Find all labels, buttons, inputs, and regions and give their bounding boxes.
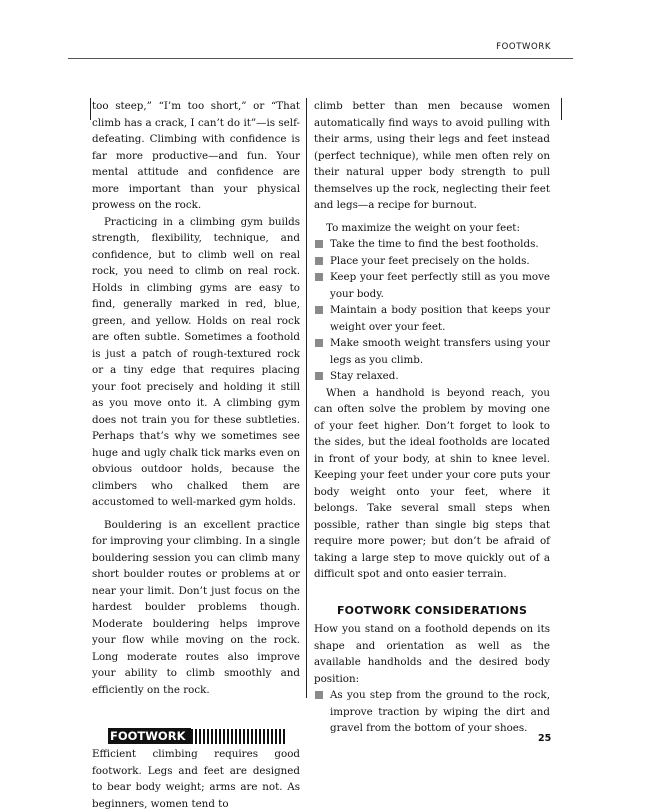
paragraph: Practicing in a climbing gym builds strength, flexibility, technique, and confidence, but to climb well on real rock, you need to climb on real rock. Holds in climbing gyms are easy to find, generally marked in red, blue, green, and yellow. Holds on real rock are often subtle. Sometimes a foothold is just a patch of rough-textured rock or a tiny edge that requires placing your foot precisely and holding it still as you move onto it. A climbing gym does not train you for these subtleties. Perhaps that’s why we sometimes see huge and ugly chalk tick marks even on obvious outdoor holds, because the climbers who chalked them are accustomed to well-marked gym holds.: [92, 215, 300, 508]
list-item: Maintain a body position that keeps your weight over your feet.: [314, 302, 550, 335]
subsection-heading: FOOTWORK CONSIDERATIONS: [336, 603, 528, 617]
paragraph: Bouldering is an excellent practice for improving your climbing. In a single bouldering session you can climb many short boulder routes or problems at or near your limit. Don’t just focus on the hardest boulder problems though. Moderate bouldering helps improve your flow while moving on the rock. Long moderate routes also improve your ability to climb smoothly and efficiently on the rock.: [92, 518, 300, 696]
paragraph: When a handhold is beyond reach, you can often solve the problem by moving one of your feet higher. Don’t forget to look to the sides, but the ideal footholds are located in front of your body, at shin to knee level. Keeping your feet under your core puts your body weight onto your feet, where it belongs. Take several small steps when possible, rather than single big steps that require more power; but don’t be afraid of taking a large step to move quickly out of a difficult spot and onto easier terrain.: [314, 386, 550, 580]
paragraph: To maximize the weight on your feet:: [326, 221, 520, 234]
square-bullet-icon: [315, 306, 323, 314]
square-bullet-icon: [315, 339, 323, 347]
running-head: FOOTWORK: [496, 42, 551, 52]
section-heading: [92, 728, 300, 744]
paragraph: Efficient climbing requires good footwork. Legs and feet are designed to bear body weight; arms are not. As beginners, women tend to: [92, 748, 300, 810]
bullet-list: [314, 236, 550, 385]
paragraph: too steep,” “I’m too short,” or “That climb has a crack, I can’t do it”—is self-defeating. Climbing with confidence is far more productive—and fun. Your mental attitude and confidence are more important than your physical prowess on the rock.: [92, 100, 300, 211]
left-column: [92, 98, 300, 812]
paragraph: How you stand on a foothold depends on its shape and orientation as well as the available handholds and the desired body position:: [314, 623, 550, 685]
header-rule: [68, 58, 573, 59]
list-item: As you step from the ground to the rock, improve traction by wiping the dirt and gravel from the bottom of your shoes.: [314, 687, 550, 737]
list-item: Stay relaxed.: [314, 368, 550, 385]
column-divider-rule: [306, 98, 307, 698]
bullet-list: [314, 687, 550, 737]
left-margin-rule: [90, 98, 91, 120]
right-column: [314, 98, 550, 737]
square-bullet-icon: [315, 372, 323, 380]
list-item: Take the time to find the best footholds.: [314, 236, 550, 253]
heading-stripe-decoration: [191, 729, 287, 744]
list-item: Place your feet precisely on the holds.: [314, 253, 550, 270]
square-bullet-icon: [315, 240, 323, 248]
square-bullet-icon: [315, 691, 323, 699]
list-item: Make smooth weight transfers using your legs as you climb.: [314, 335, 550, 368]
square-bullet-icon: [315, 273, 323, 281]
list-item: Keep your feet perfectly still as you move your body.: [314, 269, 550, 302]
page-number: 25: [538, 733, 552, 744]
section-heading-label: FOOTWORK: [108, 728, 191, 744]
paragraph: climb better than men because women automatically find ways to avoid pulling with their arms, using their legs and feet instead (perfect technique), while men often rely on their natural upper body strength to pull themselves up the rock, neglecting their feet and legs—a recipe for burnout.: [314, 100, 550, 211]
square-bullet-icon: [315, 257, 323, 265]
right-margin-rule: [561, 98, 562, 120]
